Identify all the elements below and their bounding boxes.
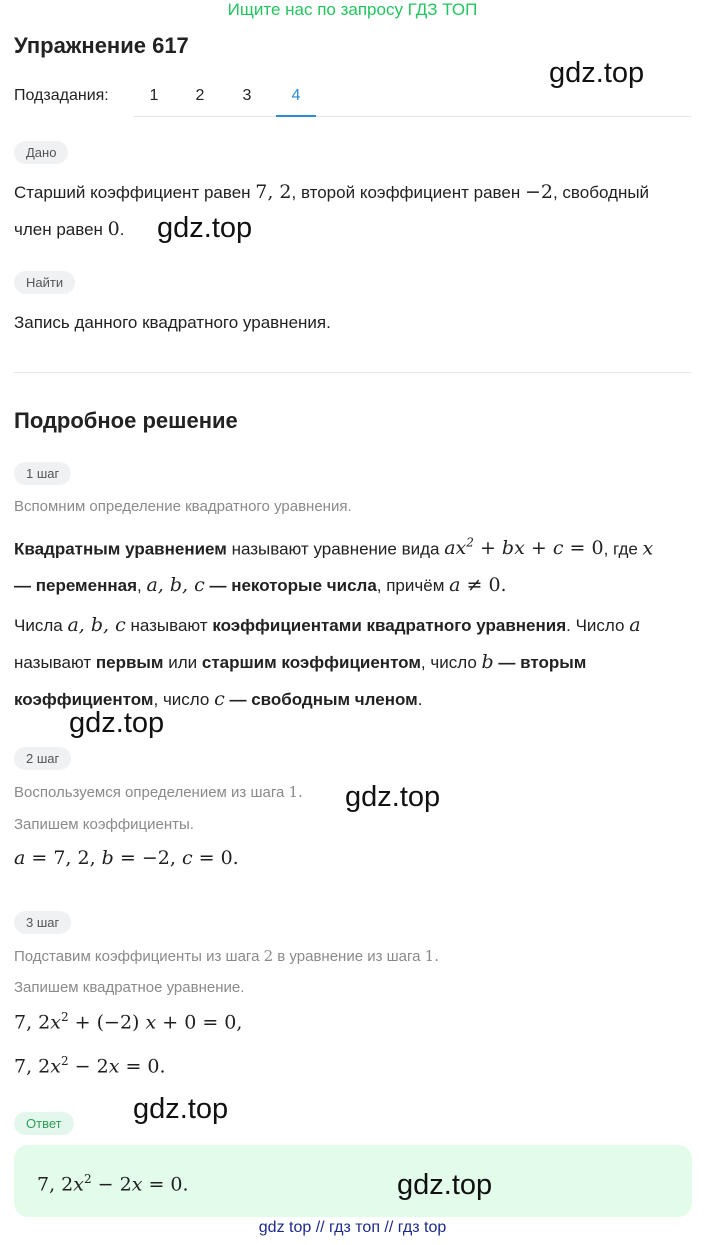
solution-title: Подробное решение	[14, 408, 238, 433]
step1-text: называют	[14, 653, 96, 672]
step3-hint-2: Запишем квадратное уравнение.	[14, 979, 245, 996]
step2-hint-1	[14, 783, 303, 801]
subtask-tab-2[interactable]: 2	[195, 87, 205, 104]
find-text: Запись данного квадратного уравнения.	[14, 313, 331, 332]
step2-chip: 2 шаг	[14, 747, 71, 770]
given-text-2: , второй коэффициент равен	[291, 183, 525, 202]
subtask-tab-3[interactable]: 3	[242, 87, 252, 104]
step1-bold: — некоторые числа	[204, 576, 377, 596]
step1-bold: — переменная	[14, 576, 138, 596]
step1-text: . Число	[566, 616, 630, 635]
math-a-nonzero: a ≠ 0.	[449, 574, 507, 597]
watermark: gdz.top	[345, 781, 441, 813]
step1-bold: первым	[95, 653, 164, 672]
watermark: gdz.top	[549, 57, 645, 89]
watermark: gdz.top	[397, 1169, 493, 1201]
step3-hint-text: Подставим коэффициенты из шага	[14, 948, 264, 965]
given-chip: Дано	[14, 141, 68, 164]
step1-bold: коэффициентами квадратного уравнения	[212, 616, 567, 635]
step1-bold: — вторым	[493, 653, 587, 672]
answer-chip: Ответ	[14, 1112, 74, 1135]
step1-hint: Вспомним определение квадратного уравнения.	[14, 498, 352, 515]
step1-bold: Квадратным уравнением	[14, 539, 227, 559]
step2-hint-num: 1.	[288, 783, 303, 801]
answer-formula: 7, $2x^2 - 2x = 0$.	[37, 1172, 189, 1196]
step3-hint-1	[14, 947, 439, 965]
step1-text: , число	[420, 653, 482, 672]
step1-text: , где	[603, 539, 643, 559]
divider	[14, 372, 692, 373]
top-banner[interactable]: Ищите нас по запросу ГДЗ ТОП	[227, 0, 478, 19]
given-value-2: −2	[524, 181, 553, 203]
step1-coefficients	[14, 607, 694, 718]
math-abc: a, b, c	[67, 614, 126, 636]
given-value-1: 7, 2	[255, 181, 292, 203]
given-value-3: 0	[107, 218, 120, 240]
step2-hint-text: Воспользуемся определением из шага	[14, 784, 289, 801]
step1-text: или	[163, 653, 202, 672]
math-abc: a, b, c	[146, 574, 205, 597]
step1-bold: — свободным членом	[224, 690, 418, 709]
page-title: Упражнение 617	[14, 33, 189, 58]
given-text-3: , свободный	[552, 183, 650, 202]
watermark: gdz.top	[133, 1093, 229, 1125]
math-a: a	[629, 614, 641, 636]
subtask-tab-4[interactable]: 4	[276, 76, 316, 117]
step1-text: .	[417, 690, 423, 709]
step2-hint-2: Запишем коэффициенты.	[14, 816, 194, 833]
step1-text: , число	[153, 690, 215, 709]
given-text-4: член равен	[14, 220, 108, 239]
math-x: x	[642, 537, 654, 560]
step1-text: , причём	[376, 576, 450, 596]
footer-links[interactable]: gdz top // гдз топ // гдз top	[258, 1219, 447, 1236]
step2-coefficients-formula: a = 7, 2, b = −2, c = 0.	[14, 847, 239, 869]
step1-text: Числа	[14, 616, 68, 635]
math-b: b	[481, 651, 494, 673]
step3-hint-text: в уравнение из шага	[273, 948, 425, 965]
step1-text: называют уравнение вида	[226, 539, 445, 559]
step3-chip: 3 шаг	[14, 911, 71, 934]
given-text	[14, 174, 694, 248]
find-chip: Найти	[14, 271, 75, 294]
step3-hint-num: 2	[263, 947, 274, 965]
given-text-1: Старший коэффициент равен	[14, 183, 256, 202]
subtasks-label: Подзадания:	[14, 87, 109, 104]
watermark: gdz.top	[69, 707, 165, 739]
math-c: c	[214, 688, 225, 710]
step1-text: ,	[137, 576, 147, 596]
step3-formula-1: 7, $2x^2 + (-2) x + 0 = 0$,	[14, 1010, 243, 1034]
step1-definition	[14, 525, 694, 604]
step1-bold: старшим коэффициентом	[201, 653, 421, 672]
step3-formula-2: 7, $2x^2 - 2x = 0$.	[14, 1054, 166, 1078]
subtask-tab-1[interactable]: 1	[149, 87, 159, 104]
step3-hint-num: 1.	[424, 947, 439, 965]
given-text-5: .	[119, 220, 125, 239]
step1-bold: коэффициентом	[14, 690, 154, 709]
step1-chip: 1 шаг	[14, 462, 71, 485]
watermark: gdz.top	[157, 212, 253, 244]
quadratic-formula: $ax^2$ + bx + c = 0	[444, 536, 604, 560]
step1-text: называют	[125, 616, 213, 635]
